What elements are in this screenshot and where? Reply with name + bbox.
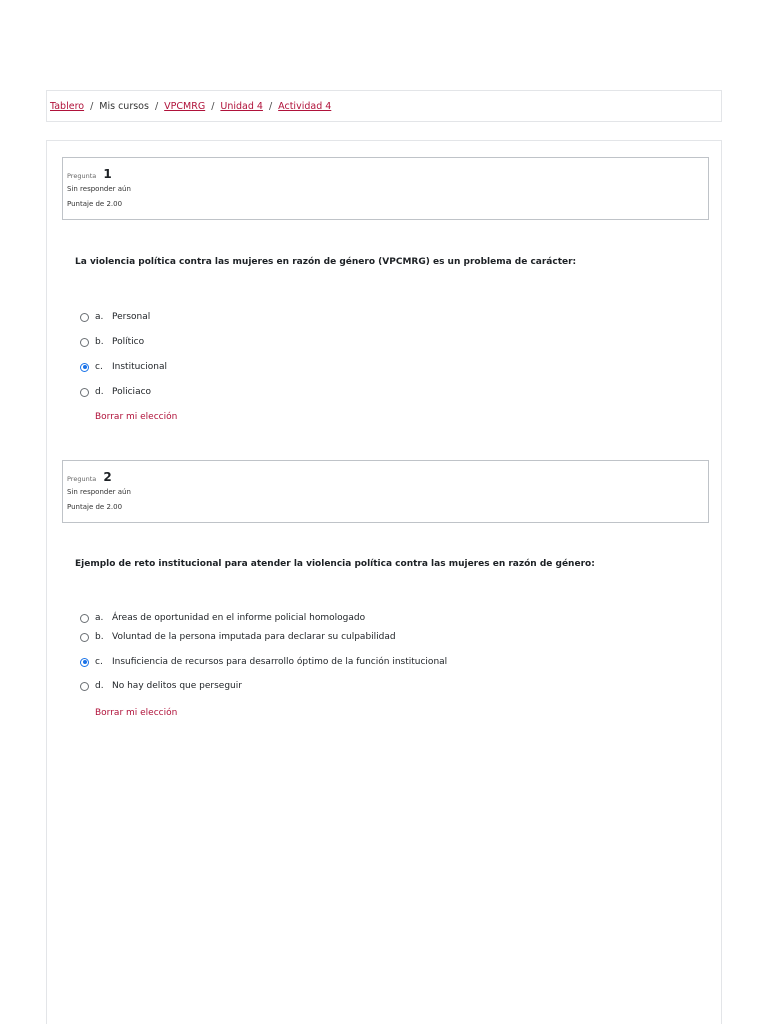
question-text-1: La violencia política contra las mujeres en razón de género (VPCMRG) es un problema de carácter: [75,257,577,267]
question-label: Pregunta [67,475,97,483]
question-grade: Puntaje de 2.00 [67,503,123,511]
question-info-2 [62,460,709,523]
breadcrumb-item-mis-cursos: Mis cursos [99,100,149,112]
radio-unchecked-icon[interactable] [80,633,89,642]
radio-unchecked-icon[interactable] [80,313,89,322]
breadcrumb-separator: / [211,100,215,112]
answer-option-2d[interactable] [80,681,242,691]
answer-letter: b. [95,632,104,642]
question-number: 1 [103,167,112,181]
answer-text: Policiaco [112,387,152,397]
question-info-1 [62,157,709,220]
answer-option-2a[interactable] [80,613,365,623]
question-heading [67,163,708,182]
radio-unchecked-icon[interactable] [80,614,89,623]
answer-letter: c. [95,657,103,667]
answer-text: No hay delitos que perseguir [112,681,242,691]
answer-text: Áreas de oportunidad en el informe policial homologado [112,613,366,623]
answer-letter: b. [95,337,104,347]
clear-choice-link-2[interactable]: Borrar mi elección [95,708,178,718]
question-label: Pregunta [67,172,97,180]
answer-letter: a. [95,613,104,623]
answer-text: Institucional [112,362,167,372]
radio-unchecked-icon[interactable] [80,682,89,691]
question-state: Sin responder aún [67,185,131,193]
answer-text: Político [112,337,145,347]
answer-option-2b[interactable] [80,632,396,642]
radio-checked-icon[interactable] [80,363,89,372]
answer-text: Voluntad de la persona imputada para declarar su culpabilidad [112,632,396,642]
question-state: Sin responder aún [67,488,131,496]
answer-option-1c[interactable] [80,362,167,372]
question-grade: Puntaje de 2.00 [67,200,123,208]
answer-letter: c. [95,362,103,372]
breadcrumb-item-tablero[interactable]: Tablero [50,100,85,112]
answer-option-1b[interactable] [80,337,144,347]
question-number: 2 [103,470,112,484]
radio-unchecked-icon[interactable] [80,338,89,347]
breadcrumb-item-actividad-4[interactable]: Actividad 4 [278,100,332,112]
breadcrumb-item-vpcmrg[interactable]: VPCMRG [164,100,206,112]
breadcrumb-separator: / [90,100,94,112]
answer-text: Insuficiencia de recursos para desarrollo óptimo de la función institucional [112,657,448,667]
breadcrumb-separator: / [154,100,159,112]
breadcrumb [46,90,722,122]
answer-option-1d[interactable] [80,387,151,397]
breadcrumb-separator: / [268,100,273,112]
answer-letter: d. [95,681,104,691]
answer-option-1a[interactable] [80,312,150,322]
clear-choice-link-1[interactable]: Borrar mi elección [95,412,178,422]
answer-letter: a. [95,312,104,322]
radio-checked-icon[interactable] [80,658,89,667]
question-heading [67,466,708,485]
question-text-2: Ejemplo de reto institucional para atender la violencia política contra las mujeres en razón de género: [75,559,595,569]
answer-text: Personal [112,312,151,322]
quiz-region [46,140,722,1024]
answer-letter: d. [95,387,104,397]
radio-unchecked-icon[interactable] [80,388,89,397]
answer-option-2c[interactable] [80,657,447,667]
breadcrumb-item-unidad-4[interactable]: Unidad 4 [220,100,263,112]
